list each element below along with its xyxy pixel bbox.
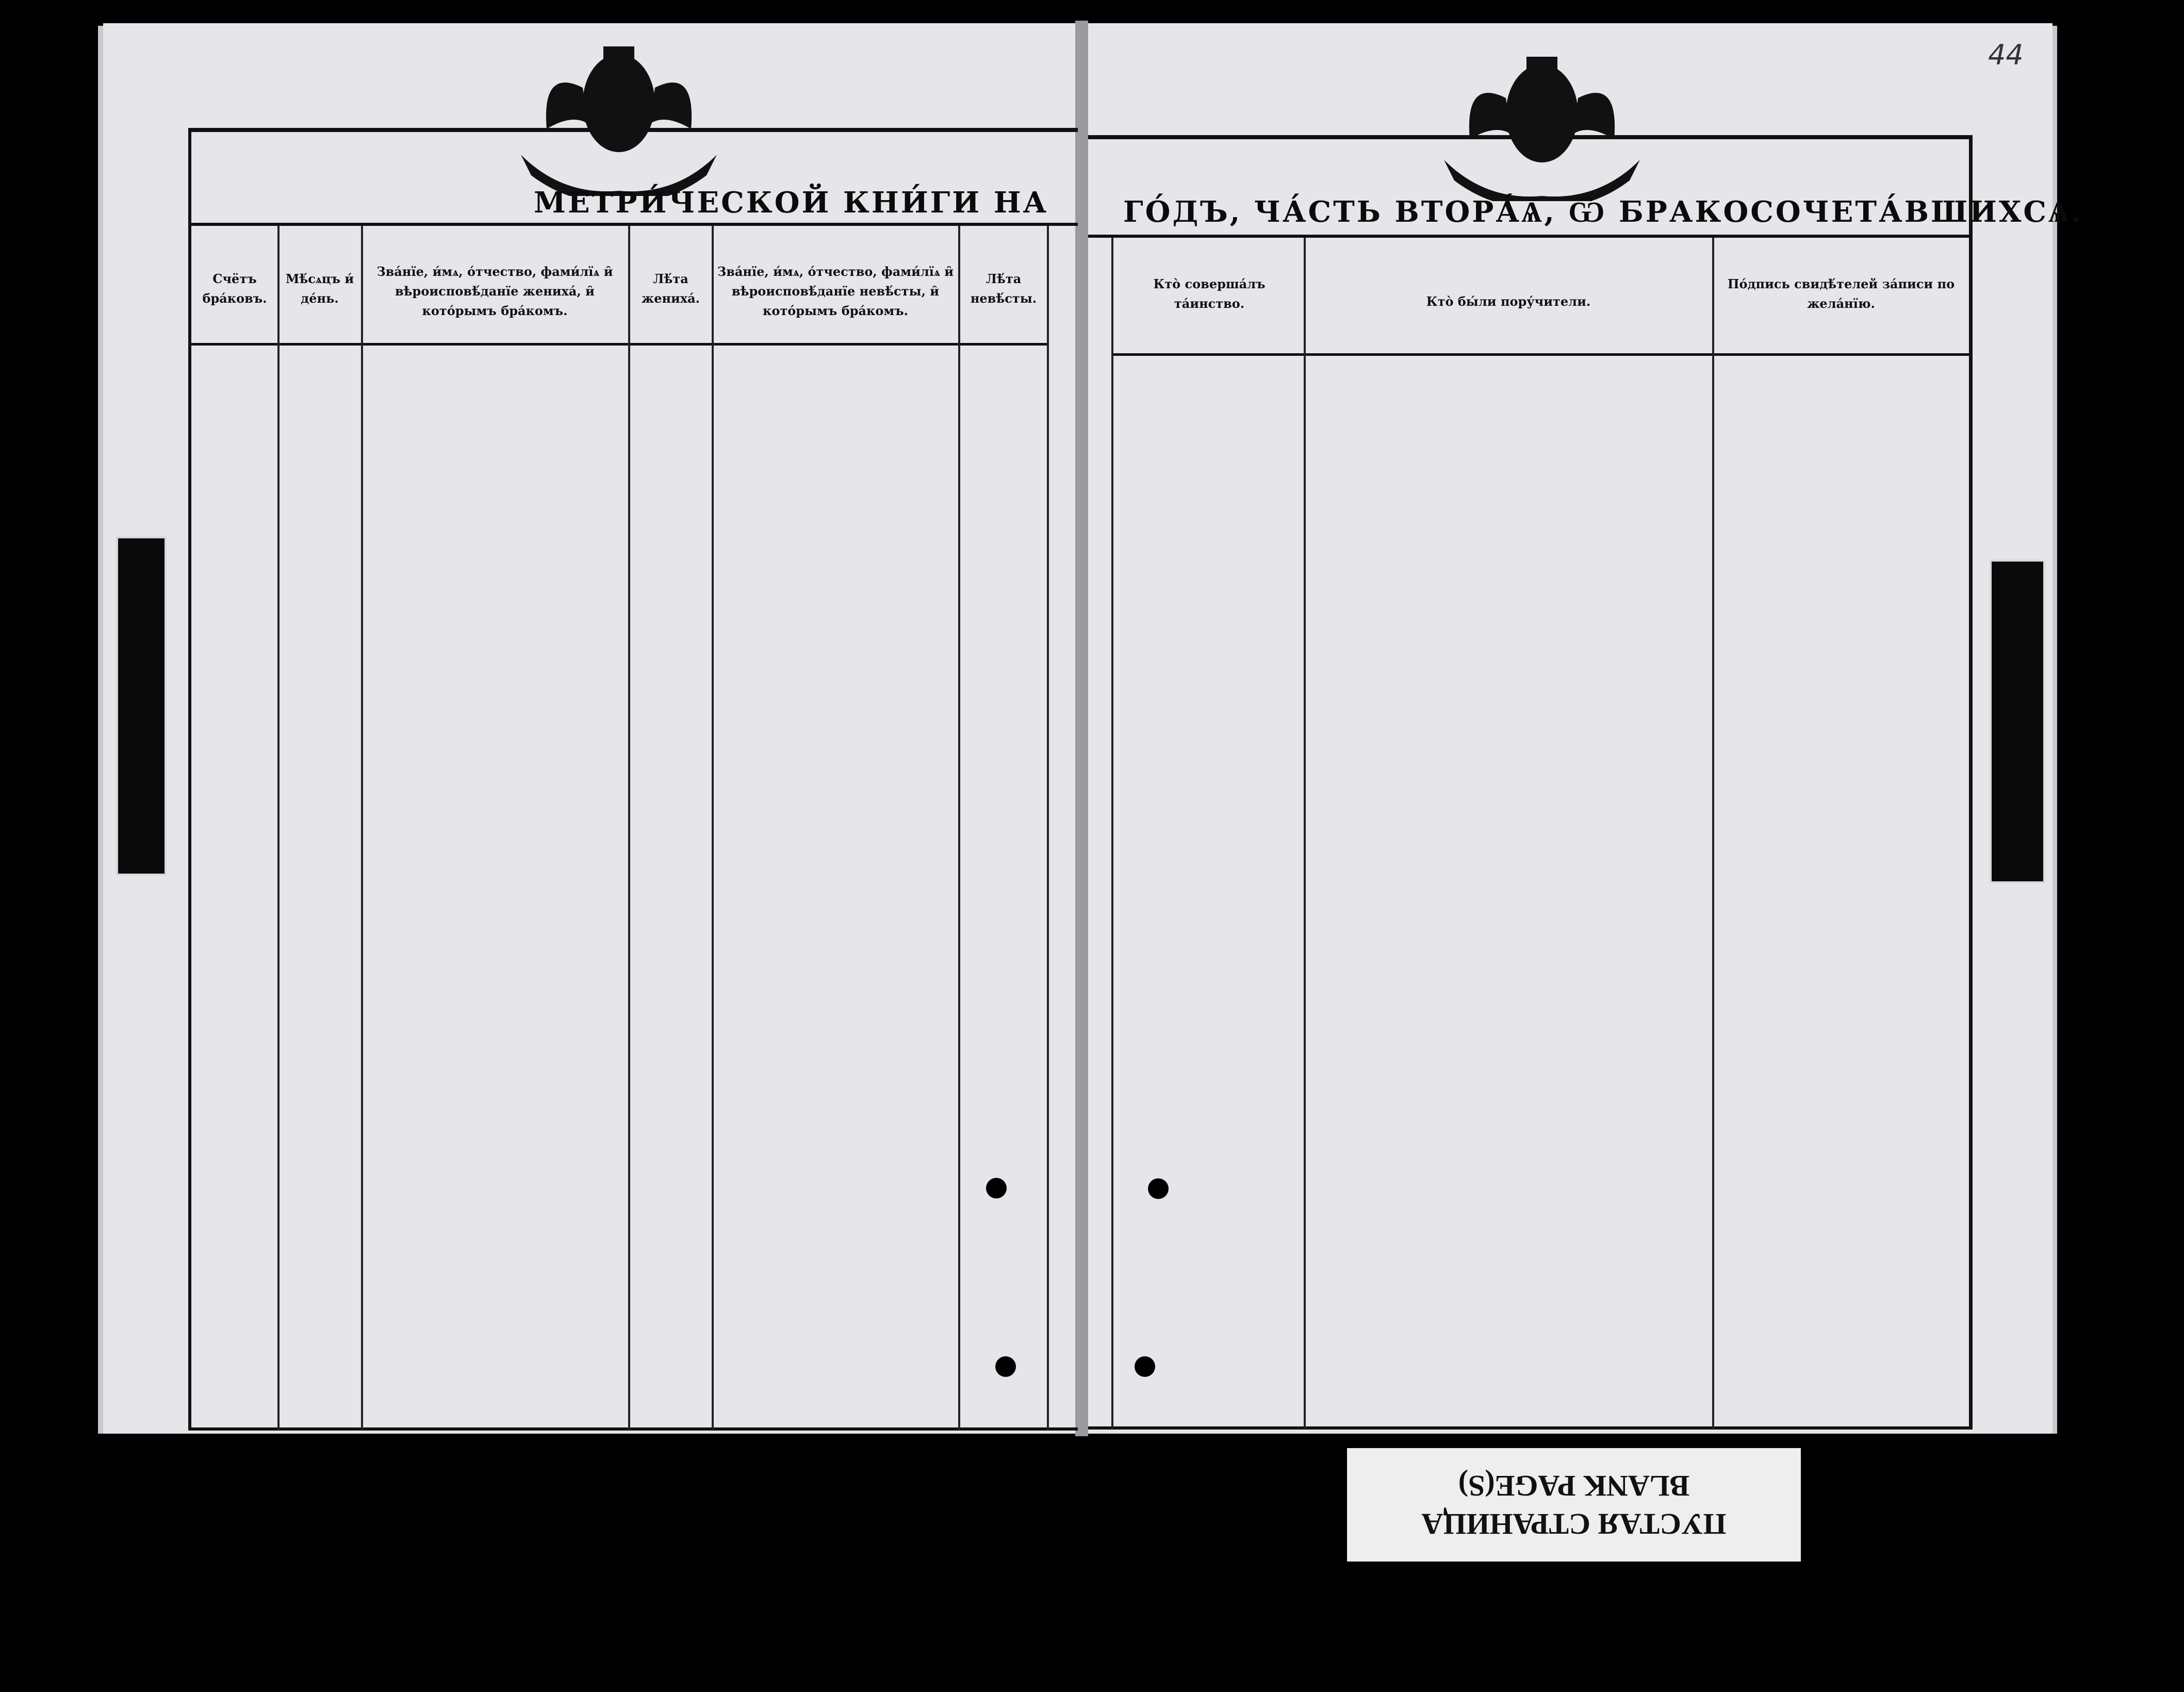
blank-label-english: BLANK PAGE(S): [1458, 1469, 1690, 1503]
right-col-divider: [1111, 238, 1113, 1429]
book-gutter: [1075, 21, 1088, 1436]
right-bottom-rule: [1088, 1426, 1973, 1430]
right-frame-right: [1969, 135, 1973, 1428]
left-column-header-rule: [191, 343, 1047, 346]
left-col-divider: [712, 226, 714, 1430]
left-page: [103, 23, 1078, 1434]
right-col-divider: [1712, 238, 1714, 1429]
left-top-rule: [188, 128, 1078, 132]
right-column-header-rule: [1111, 353, 1969, 356]
left-binding-tab: [116, 536, 167, 876]
binding-hole: [986, 1178, 1007, 1198]
right-title-rule: [1088, 235, 1969, 238]
col-header-month-day: Мѣ́сѧцъ и́ де́нь.: [285, 271, 354, 306]
right-col-divider: [1304, 238, 1306, 1429]
binding-hole: [995, 1356, 1016, 1377]
left-col-divider: [628, 226, 630, 1430]
left-col-divider: [277, 226, 280, 1430]
binding-hole: [1135, 1356, 1155, 1377]
right-top-rule: [1088, 135, 1973, 139]
left-col-divider: [361, 226, 363, 1430]
col-header-sureties: Кто̀ бы́ли пору́чители.: [1426, 294, 1591, 309]
left-page-title: МЕТРИ́ЧЕСКОЙ КНИ́ГИ НА: [534, 186, 1049, 220]
col-header-marriage-count: Счётъ бра́ковъ.: [202, 271, 267, 306]
binding-hole: [1148, 1178, 1169, 1199]
left-col-divider: [1047, 226, 1049, 1430]
col-header-officiant: Кто̀ соверша́лъ та́инство.: [1153, 276, 1266, 311]
col-header-groom-details: Зва́нїе, и́мѧ, о́тчество, фами́лїѧ и̑ вѣроисповѣ́данїе жениха́, и̑ кото́рымъ бра́комъ.: [376, 264, 613, 318]
double-headed-eagle-emblem-right: [1434, 46, 1650, 201]
col-header-bride-details: Зва́нїе, и́мѧ, о́тчество, фами́лїѧ и̑ вѣроисповѣ́данїе невѣ́сты, и̑ кото́рымъ бра́комъ.: [717, 264, 954, 318]
left-bottom-rule: [188, 1427, 1078, 1431]
blank-page-label: [1347, 1448, 1801, 1562]
right-page-title: ГО́ДЪ, ЧА́СТЬ ВТОРА́Ѧ, Ѿ БРАКОСОЧЕТА́ВШИХСѦ.: [1123, 195, 2083, 229]
left-title-rule: [191, 223, 1078, 226]
left-frame-left: [188, 128, 191, 1430]
page-number: 44: [1988, 39, 2024, 71]
col-header-groom-age: Лѣ́та жениха́.: [641, 271, 700, 306]
right-binding-tab: [1990, 560, 2045, 883]
blank-label-russian: ПУСТАЯ СТРАНИЦА: [1421, 1507, 1727, 1541]
left-col-divider: [958, 226, 960, 1430]
double-headed-eagle-emblem-left: [511, 36, 727, 196]
col-header-bride-age: Лѣ́та невѣ́сты.: [970, 271, 1037, 306]
col-header-witness-signatures: По́дпись свидѣ́телей за́писи по жела́нїю.: [1727, 276, 1955, 311]
